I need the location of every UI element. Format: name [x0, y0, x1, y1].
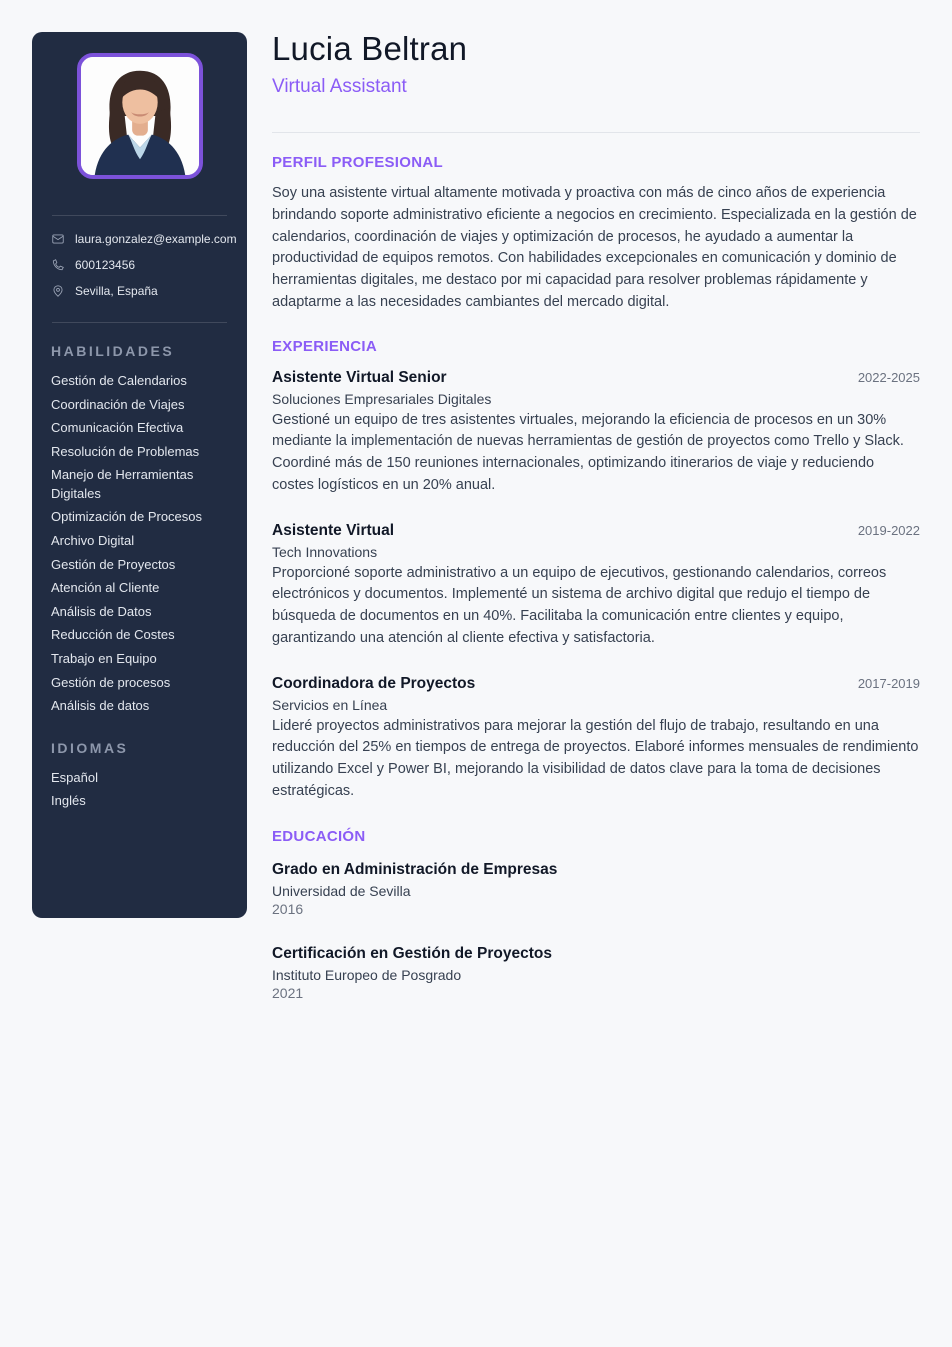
job-dates: 2022-2025 — [857, 369, 920, 385]
contact-phone — [51, 258, 228, 272]
language-item: Inglés — [51, 793, 86, 809]
education-year: 2016 — [272, 900, 304, 917]
skill-item: Manejo de Herramientas Digitales — [51, 467, 194, 501]
education-degree: Grado en Administración de Empresas — [272, 860, 558, 878]
skills-heading: HABILIDADES — [51, 343, 175, 359]
education-list — [272, 861, 920, 1001]
job-role: Asistente Virtual Senior — [272, 368, 447, 386]
job-description: Lideré proyectos administrativos para mejorar la gestión del flujo de trabajo, resultando en una reducción del 25% en tiempos de entrega de proyectos. Elaboré informes mensuales de rendimiento utilizando Excel y Power BI, mejorando la visibilidad de datos clave para la toma de decisiones estratégicas. — [272, 717, 919, 799]
job-entry — [272, 369, 920, 497]
location-pin-icon — [51, 284, 65, 298]
education-entry — [272, 861, 920, 917]
skills-list — [51, 372, 228, 716]
skill-item: Comunicación Efectiva — [51, 420, 184, 436]
sidebar-divider-top — [52, 215, 227, 216]
contact-phone-text: 600123456 — [75, 258, 136, 272]
experience-heading: EXPERIENCIA — [272, 337, 377, 355]
contact-location — [51, 284, 228, 298]
education-school: Instituto Europeo de Posgrado — [272, 966, 462, 983]
email-icon — [51, 232, 65, 246]
skill-item: Gestión de Calendarios — [51, 373, 187, 388]
experience-section — [272, 338, 920, 803]
profile-photo — [77, 53, 203, 179]
skill-item: Gestión de Proyectos — [51, 556, 176, 572]
job-company: Servicios en Línea — [272, 696, 388, 713]
job-role: Coordinadora de Proyectos — [272, 674, 476, 692]
profile-heading: PERFIL PROFESIONAL — [272, 154, 443, 171]
job-role: Asistente Virtual — [272, 521, 395, 539]
job-header — [272, 369, 920, 387]
job-description: Proporcioné soporte administrativo a un equipo de ejecutivos, gestionando calendarios, correos electrónicos y documentos. Implementé un sistema de archivo digital que redujo el tiempo de búsqueda de documentos en un 40%. Facilitaba la comunicación entre clientes y equipo, garantizando una atención al cliente efectiva y satisfactoria. — [272, 564, 887, 646]
skill-item: Resolución de Problemas — [51, 443, 200, 459]
language-item: Español — [51, 769, 98, 785]
job-header — [272, 675, 920, 693]
profile-text: Soy una asistente virtual altamente motivada y proactiva con más de cinco años de experiencia brindando soporte administrativo eficiente a negocios en crecimiento. Especializada en la gestión de calendarios, coordinación de viajes y optimización de procesos, he ayudado a aumentar la productividad de equipos remotos. Con habilidades excepcionales en comunicación y dominio de herramientas digitales, me destaco por mi capacidad para resolver problemas rápidamente y adaptarme a las necesidades cambiantes del mercado digital. — [272, 185, 917, 310]
header-divider — [272, 132, 920, 133]
skill-item: Trabajo en Equipo — [51, 650, 157, 666]
experience-list — [272, 369, 920, 803]
job-company: Tech Innovations — [272, 543, 378, 560]
skill-item: Coordinación de Viajes — [51, 396, 185, 412]
skill-item: Análisis de datos — [51, 698, 150, 714]
skill-item: Archivo Digital — [51, 533, 135, 549]
languages-list — [51, 769, 228, 811]
education-school: Universidad de Sevilla — [272, 882, 411, 899]
phone-icon — [51, 258, 65, 272]
job-header — [272, 522, 920, 540]
profile-section — [272, 154, 920, 314]
candidate-name: Lucia Beltran — [272, 30, 468, 67]
skill-item: Optimización de Procesos — [51, 509, 203, 525]
education-entry — [272, 945, 920, 1001]
education-year: 2021 — [272, 984, 304, 1001]
candidate-title: Virtual Assistant — [272, 76, 407, 97]
skill-item: Reducción de Costes — [51, 627, 175, 643]
skill-item: Análisis de Datos — [51, 603, 152, 619]
contact-email — [51, 232, 237, 246]
job-dates: 2019-2022 — [857, 522, 920, 538]
contact-location-text: Sevilla, España — [75, 284, 158, 298]
education-section — [272, 828, 920, 1001]
skill-item: Gestión de procesos — [51, 674, 171, 690]
job-entry — [272, 522, 920, 650]
contact-email-text: laura.gonzalez@example.com — [75, 232, 237, 246]
sidebar-divider-bottom — [52, 322, 227, 323]
main-content — [272, 30, 920, 1029]
job-description: Gestioné un equipo de tres asistentes virtuales, mejorando la eficiencia de procesos en un 30% mediante la implementación de nuevas herramientas de gestión de proyectos como Trello y Slack. Coordiné más de 150 reuniones internacionales, optimizando itinerarios de viaje y reduciendo costes logísticos en un 20% anual. — [272, 411, 904, 493]
education-heading: EDUCACIÓN — [272, 827, 366, 845]
languages-heading: IDIOMAS — [51, 739, 129, 756]
job-entry — [272, 675, 920, 803]
sidebar — [32, 32, 247, 918]
job-company: Soluciones Empresariales Digitales — [272, 390, 492, 407]
education-degree: Certificación en Gestión de Proyectos — [272, 944, 552, 962]
skill-item: Atención al Cliente — [51, 580, 160, 596]
job-dates: 2017-2019 — [857, 675, 920, 691]
portrait-illustration — [81, 57, 199, 175]
